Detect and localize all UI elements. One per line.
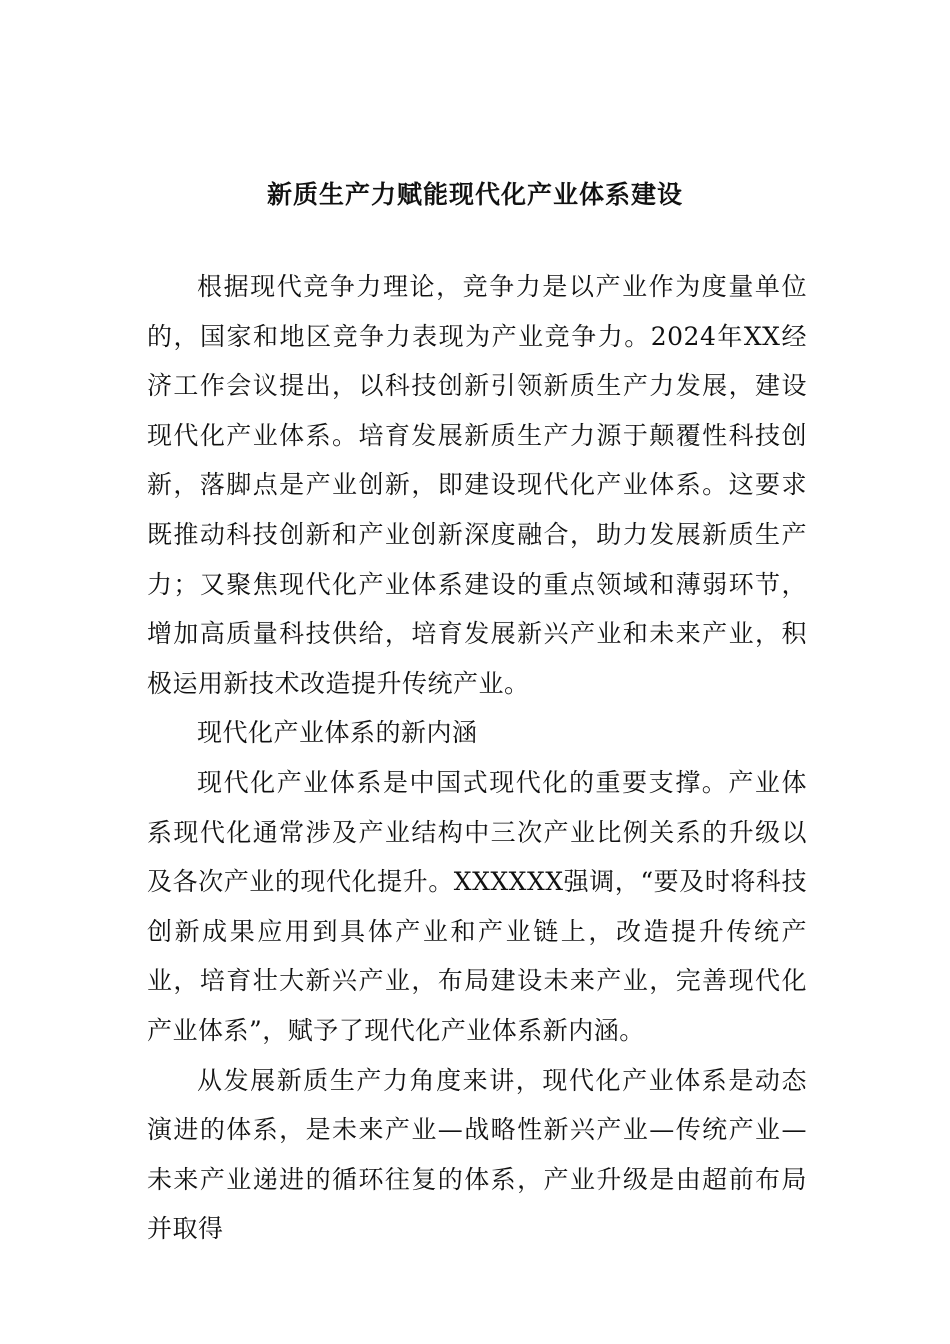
section-heading: 现代化产业体系的新内涵 [197, 718, 478, 748]
paragraph-intro: 根据现代竞争力理论，竞争力是以产业作为度量单位的，国家和地区竞争力表现为产业竞争力。2024年XX经济工作会议提出，以科技创新引领新质生产力发展，建设现代化产业体系。培育发展新质生产力源于颠覆性科技创新，落脚点是产业创新，即建设现代化产业体系。这要求既推动科技创新和产业创新深度融合，助力发展新质生产力；又聚焦现代化产业体系建设的重点领域和薄弱环节，增加高质量科技供给，培育发展新兴产业和未来产业，积极运用新技术改造提升传统产业。 [147, 272, 807, 698]
paragraph-evolution: 从发展新质生产力角度来讲，现代化产业体系是动态演进的体系，是未来产业—战略性新兴产业—传统产业—未来产业递进的循环往复的体系，产业升级是由超前布局并取得 [147, 1065, 807, 1244]
document-body [147, 262, 807, 1254]
paragraph-connotation: 现代化产业体系是中国式现代化的重要支撑。产业体系现代化通常涉及产业结构中三次产业比例关系的升级以及各次产业的现代化提升。XXXXXX强调，“要及时将科技创新成果应用到具体产业和产业链上，改造提升传统产业，培育壮大新兴产业，布局建设未来产业，完善现代化产业体系”，赋予了现代化产业体系新内涵。 [147, 767, 807, 1045]
document-title: 新质生产力赋能现代化产业体系建设 [266, 179, 683, 209]
